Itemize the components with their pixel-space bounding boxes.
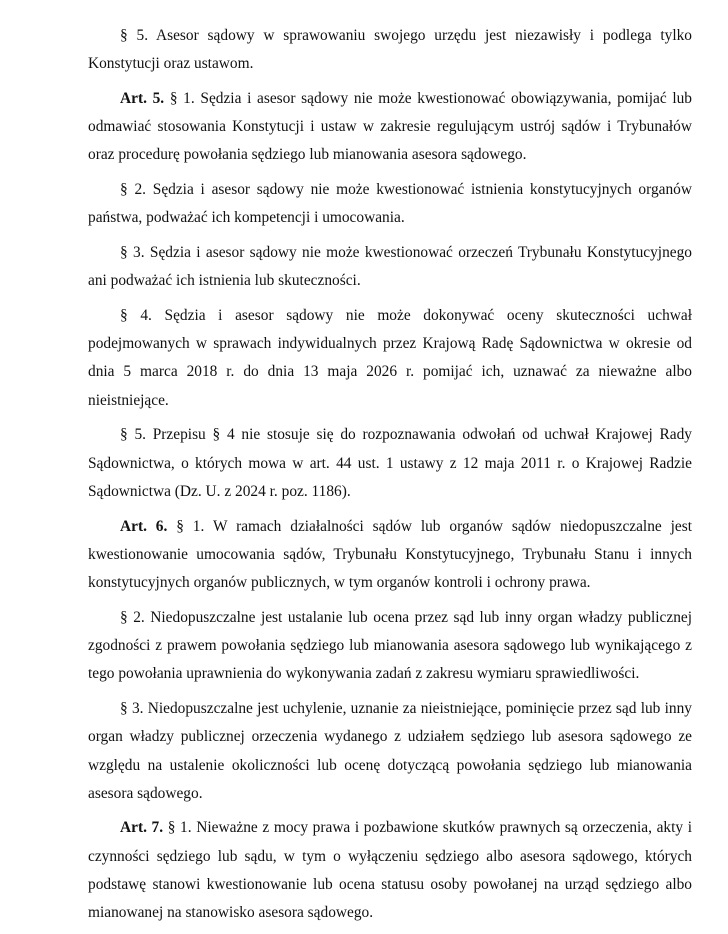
paragraph-text: § 1. Nieważne z mocy prawa i pozbawione skutków prawnych są orzeczenia, akty i czynności sędziego lub sądu, w tym o wyłączeniu sędziego albo asesora sądowego, których podstawę stanowi kwestionowanie lub ocena statusu osoby powołanej na urząd sędziego albo mianowanej na stanowisko asesora sądowego. bbox=[88, 819, 692, 922]
paragraph-text: § 3. Niedopuszczalne jest uchylenie, uznanie za nieistniejące, pominięcie przez sąd lub inny organ władzy publicznej orzeczenia wydanego z udziałem sędziego lub asesora sądowego ze względu na ustalenie okoliczności lub ocenę dotyczącą powołania sędziego lub mianowania asesora sądowego. bbox=[88, 699, 692, 802]
paragraph-art6-s3 bbox=[88, 695, 692, 808]
document-page bbox=[88, 22, 692, 934]
article-number: Art. 7. bbox=[120, 819, 164, 837]
article-number: Art. 5. bbox=[120, 89, 165, 107]
paragraph-text: § 3. Sędzia i asesor sądowy nie może kwestionować orzeczeń Trybunału Konstytucyjnego ani podważać ich istnienia lub skuteczności. bbox=[88, 243, 692, 290]
paragraph-art5-s2 bbox=[88, 176, 692, 233]
paragraph-art4-s5 bbox=[88, 22, 692, 79]
paragraph-text: § 1. Sędzia i asesor sądowy nie może kwestionować obowiązywania, pomijać lub odmawiać stosowania Konstytucji i ustaw w zakresie regulującym ustrój sądów i Trybunałów oraz procedurę powołania sędziego lub mianowania asesora sądowego. bbox=[88, 89, 692, 164]
paragraph-text: § 5. Asesor sądowy w sprawowaniu swojego urzędu jest niezawisły i podlega tylko Konstytucji oraz ustawom. bbox=[88, 27, 692, 73]
paragraph-text: § 2. Sędzia i asesor sądowy nie może kwestionować istnienia konstytucyjnych organów państwa, podważać ich kompetencji i umocowania. bbox=[88, 181, 692, 227]
paragraph-art5-s5 bbox=[88, 421, 692, 506]
paragraph-art5-s1 bbox=[88, 85, 692, 170]
paragraph-art5-s4 bbox=[88, 302, 692, 415]
paragraph-text: § 5. Przepisu § 4 nie stosuje się do rozpoznawania odwołań od uchwał Krajowej Rady Sądownictwa, o których mowa w art. 44 ust. 1 ustawy z 12 maja 2011 r. o Krajowej Radzie Sądownictwa (Dz. U. z 2024 r. poz. 1186). bbox=[88, 426, 692, 500]
paragraph-text: § 1. W ramach działalności sądów lub organów sądów niedopuszczalne jest kwestionowanie umocowania sądów, Trybunału Konstytucyjnego, Trybunału Stanu i innych konstytucyjnych organów publicznych, w tym organów kontroli i ochrony prawa. bbox=[88, 517, 692, 592]
paragraph-text: § 4. Sędzia i asesor sądowy nie może dokonywać oceny skuteczności uchwał podejmowanych w sprawach indywidualnych przez Krajową Radę Sądownictwa w okresie od dnia 5 marca 2018 r. do dnia 13 maja 2026 r. pomijać ich, uznawać za nieważne albo nieistniejące. bbox=[88, 306, 692, 409]
paragraph-text: § 2. Niedopuszczalne jest ustalanie lub ocena przez sąd lub inny organ władzy publicznej zgodności z prawem powołania sędziego lub mianowania asesora sądowego lub wynikającego z tego powołania uprawnienia do wykonywania zadań z zakresu wymiaru sprawiedliwości. bbox=[88, 608, 692, 683]
paragraph-art6-s1 bbox=[88, 513, 692, 598]
paragraph-art5-s3 bbox=[88, 239, 692, 296]
paragraph-art7-s1 bbox=[88, 814, 692, 927]
article-number: Art. 6. bbox=[120, 517, 168, 535]
paragraph-art6-s2 bbox=[88, 604, 692, 689]
